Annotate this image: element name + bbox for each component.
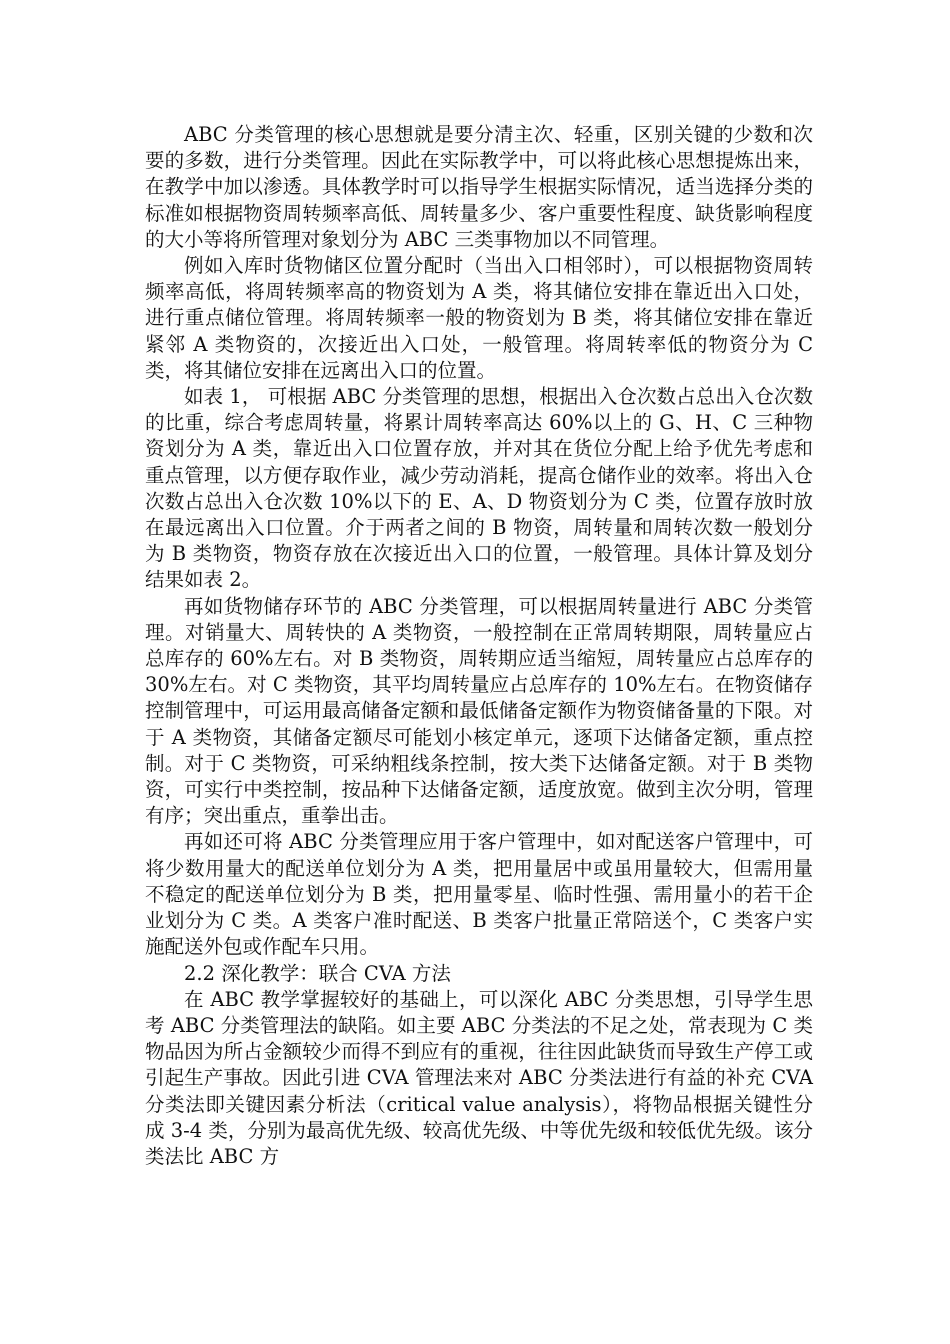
paragraph-abc-core-idea: ABC 分类管理的核心思想就是要分清主次、轻重，区别关键的少数和次要的多数，进行分类管理。因此在实际教学中，可以将此核心思想提炼出来，在教学中加以渗透。具体教学时可以指导学生根据实际情况，适当选择分类的标准如根据物资周转频率高低、周转量多少、客户重要性程度、缺货影响程度的大小等将所管理对象划分为 ABC 三类事物加以不同管理。 xyxy=(145,123,813,251)
paragraph-table-1-analysis: 如表 1， 可根据 ABC 分类管理的思想，根据出入仓次数占总出入仓次数的比重，综合考虑周转量，将累计周转率高达 60%以上的 G、H、C 三种物资划分为 A 类，靠近出入口位置存放，并对其在货位分配上给予优先考虑和重点管理，以方便存取作业，减少劳动消耗，提高仓储作业的效率。将出入仓次数占总出入仓次数 10%以下的 E、A、D 物资划分为 C 类，位置存放时放在最远离出入口位置。介于两者之间的 B 物资，周转量和周转次数一般划分为 B 类物资，物资存放在次接近出入口的位置，一般管理。具体计算及划分结果如表 2。 xyxy=(145,385,813,592)
paragraph-customer-management: 再如还可将 ABC 分类管理应用于客户管理中，如对配送客户管理中，可将少数用量大的配送单位划分为 A 类，把用量居中或虽用量较大，但需用量不稳定的配送单位划分为 B 类，把用量零星、临时性强、需用量小的若干企业划分为 C 类。A 类客户准时配送、B 类客户批量正常陪送个，C 类客户实施配送外包或作配车只用。 xyxy=(145,830,813,959)
paragraph-cva-method: 在 ABC 教学掌握较好的基础上，可以深化 ABC 分类思想，引导学生思考 ABC 分类管理法的缺陷。如主要 ABC 分类法的不足之处，常表现为 C 类物品因为所占金额较少而得不到应有的重视，往往因此缺货而导致生产停工或引起生产事故。因此引进 CVA 管理法来对 ABC 分类法进行有益的补充 CVA 分类法即关键因素分析法（critical value analysis），将物品根据关键性分成 3-4 类，分别为最高优先级、较高优先级、中等优先级和较低优先级。该分类法比 ABC 方 xyxy=(145,987,813,1168)
document-body xyxy=(145,122,813,1170)
paragraph-inventory-control: 再如货物储存环节的 ABC 分类管理，可以根据周转量进行 ABC 分类管理。对销量大、周转快的 A 类物资，一般控制在正常周转期限，周转量应占总库存的 60%左右。对 B 类物资，周转期应适当缩短，周转量应占总库存的 30%左右。对 C 类物资，其平均周转量应占总库存的 10%左右。在物资储存控制管理中，可运用最高储备定额和最低储备定额作为物资储备量的下限。对于 A 类物资，其储备定额尽可能划小核定单元，逐项下达储备定额，重点控制。对于 C 类物资，可采纳粗线条控制，按大类下达储备定额。对于 B 类物资，可实行中类控制，按品种下达储备定额，适度放宽。做到主次分明，管理有序；突出重点，重拳出击。 xyxy=(145,594,813,828)
paragraph-storage-location-example: 例如入库时货物储区位置分配时（当出入口相邻时），可以根据物资周转频率高低，将周转频率高的物资划为 A 类，将其储位安排在靠近出入口处，进行重点储位管理。将周转频率一般的物资划为 B 类，将其储位安排在靠近紧邻 A 类物资的，次接近出入口处，一般管理。将周转率低的物资分为 C 类，将其储位安排在远离出入口的位置。 xyxy=(145,254,813,382)
section-heading: 2.2 深化教学：联合 CVA 方法 xyxy=(184,961,451,985)
